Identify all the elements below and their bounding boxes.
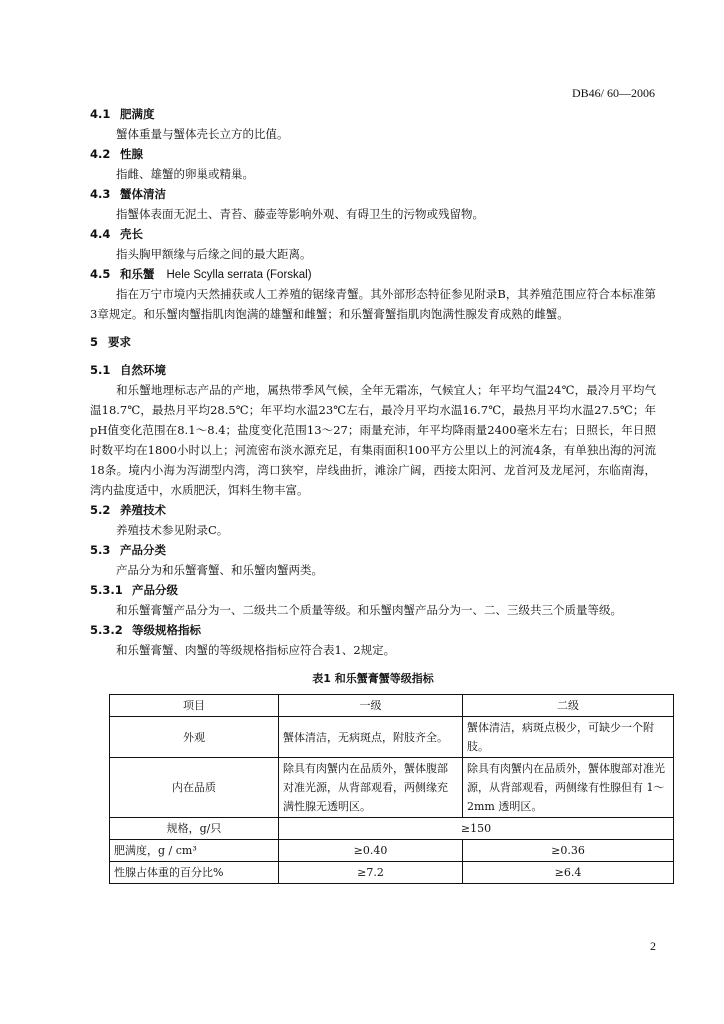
table-row	[110, 717, 674, 758]
section-number: 4.1	[90, 107, 111, 121]
section-heading	[90, 224, 656, 244]
chapter-title: 要求	[108, 335, 131, 349]
section-number: 4.3	[90, 187, 111, 201]
row-label: 规格，g/只	[110, 818, 279, 840]
table-row	[110, 818, 674, 840]
section-number: 5.3	[90, 543, 111, 557]
cell-grade-2: ≥0.36	[463, 840, 674, 862]
section-body: 和乐蟹膏蟹、肉蟹的等级规格指标应符合表1、2规定。	[116, 643, 396, 657]
section-5-3	[90, 540, 656, 580]
header-item: 项目	[110, 695, 279, 717]
section-4-3	[90, 184, 656, 224]
cell-grade-2: 除具有肉蟹内在品质外，蟹体腹部对准光源，从背部观看，两侧缘有性腺但有 1～2mm 透明区。	[463, 758, 674, 818]
section-4-4	[90, 224, 656, 264]
header-grade-1: 一级	[279, 695, 463, 717]
row-label: 性腺占体重的百分比%	[110, 862, 279, 884]
cell-grade-1: ≥7.2	[279, 862, 463, 884]
section-body: 产品分为和乐蟹膏蟹、和乐蟹肉蟹两类。	[116, 563, 323, 577]
header-grade-2: 二级	[463, 695, 674, 717]
table-caption: 表1 和乐蟹膏蟹等级指标	[312, 672, 434, 685]
latin-name: Hele Scylla serrata (Forskal)	[166, 269, 312, 281]
cell-grade-2: ≥6.4	[463, 862, 674, 884]
cell-grade-2: 蟹体清洁，病斑点极少，可缺少一个附肢。	[463, 717, 674, 758]
section-4-1	[90, 104, 656, 144]
cell-grade-1: 除具有肉蟹内在品质外，蟹体腹部对准光源，从背部观看，两侧缘充满性腺无透明区。	[279, 758, 463, 818]
section-body: 养殖技术参见附录C。	[116, 523, 229, 537]
grade-table	[109, 694, 674, 884]
document-code: DB46/ 60—2006	[571, 86, 655, 100]
section-body: 和乐蟹地理标志产品的产地，属热带季风气候，全年无霜冻，气候宜人；年平均气温24℃，最冷月平均气温18.7℃，最热月平均28.5℃；年平均水温23℃左右，最冷月平均水温16.7℃，最热月平均水温27.5℃；年pH值变化范围在8.1～8.4；盐度变化范围13～27；雨量充沛，年平均降雨量2400毫米左右；日照长，年日照时数平均在1800小时以上；河流密布淡水源充足，有集雨面积100平方公里以上的河流4条，有单独出海的河流18条。境内小海为泻湖型内湾，湾口狭窄，岸线曲折，滩涂广阔，西接太阳河、龙首河及龙尾河，东临南海，湾内盐度适中，水质肥沃，饵料生物丰富。	[90, 383, 656, 497]
section-title: 和乐蟹	[120, 267, 155, 281]
section-heading	[90, 264, 656, 284]
section-number: 5.3.1	[90, 583, 123, 597]
section-5-3-1	[90, 580, 656, 620]
section-title: 养殖技术	[120, 503, 166, 517]
section-heading	[90, 184, 656, 204]
table-header-row	[110, 695, 674, 717]
section-title: 产品分类	[120, 543, 166, 557]
page-content	[90, 104, 665, 884]
chapter-number: 5	[90, 335, 99, 349]
section-4-2	[90, 144, 656, 184]
section-heading	[90, 540, 656, 560]
section-heading	[90, 104, 656, 124]
section-5-1	[90, 360, 656, 500]
section-heading	[90, 144, 656, 164]
section-title: 产品分级	[132, 583, 178, 597]
cell-spec-value: ≥150	[279, 818, 674, 840]
section-number: 5.2	[90, 503, 111, 517]
section-heading	[90, 620, 656, 640]
section-number: 4.2	[90, 147, 111, 161]
cell-grade-1: ≥0.40	[279, 840, 463, 862]
section-heading	[90, 500, 656, 520]
section-title: 肥满度	[120, 107, 155, 121]
page-number: 2	[650, 939, 656, 953]
section-title: 性腺	[120, 147, 143, 161]
table-row	[110, 840, 674, 862]
section-body: 蟹体重量与蟹体壳长立方的比值。	[116, 127, 289, 141]
section-number: 4.4	[90, 227, 111, 241]
section-title: 自然环境	[120, 363, 166, 377]
cell-grade-1: 蟹体清洁，无病斑点，附肢齐全。	[279, 717, 463, 758]
section-body: 指雌、雄蟹的卵巢或精巢。	[116, 167, 254, 181]
table-row	[110, 758, 674, 818]
section-body: 和乐蟹膏蟹产品分为一、二级共二个质量等级。和乐蟹肉蟹产品分为一、二、三级共三个质量等级。	[116, 603, 622, 617]
chapter-heading	[90, 332, 656, 352]
section-body: 指蟹体表面无泥土、青苔、藤壶等影响外观、有碍卫生的污物或残留物。	[116, 207, 484, 221]
row-label: 外观	[110, 717, 279, 758]
section-5-3-2	[90, 620, 656, 660]
section-title: 蟹体清洁	[120, 187, 166, 201]
row-label: 内在品质	[110, 758, 279, 818]
section-body: 指头胸甲额缘与后缘之间的最大距离。	[116, 247, 312, 261]
section-title: 等级规格指标	[132, 623, 201, 637]
section-number: 4.5	[90, 267, 111, 281]
section-heading	[90, 360, 656, 380]
section-title: 壳长	[120, 227, 143, 241]
section-body: 指在万宁市境内天然捕获或人工养殖的锯缘青蟹。其外部形态特征参见附录B，其养殖范围应符合本标准第3章规定。和乐蟹肉蟹指肌肉饱满的雄蟹和雌蟹；和乐蟹膏蟹指肌肉饱满性腺发育成熟的雌蟹。	[90, 287, 656, 321]
section-heading	[90, 580, 656, 600]
row-label: 肥满度，g / cm³	[110, 840, 279, 862]
section-number: 5.1	[90, 363, 111, 377]
table-row	[110, 862, 674, 884]
section-5-2	[90, 500, 656, 540]
section-number: 5.3.2	[90, 623, 123, 637]
section-4-5	[90, 264, 656, 324]
